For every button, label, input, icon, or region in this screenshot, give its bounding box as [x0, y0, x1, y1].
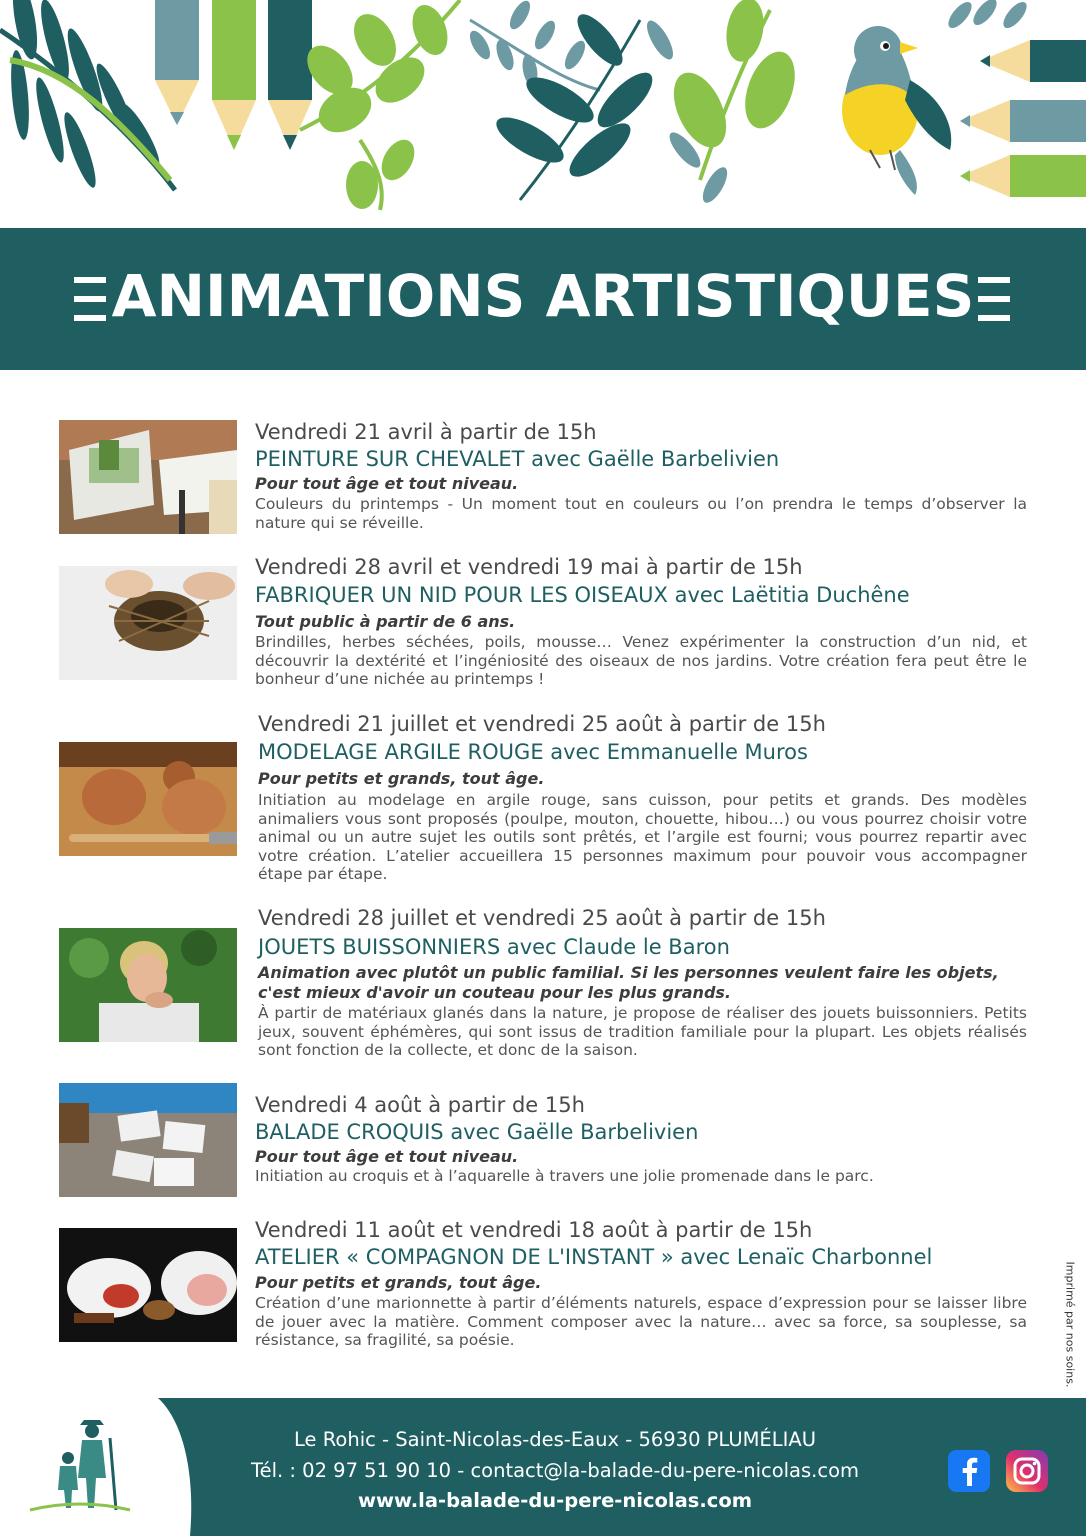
instagram-icon[interactable]	[1006, 1450, 1048, 1492]
event-date: Vendredi 11 août et vendredi 18 août à partir de 15h	[255, 1218, 813, 1242]
large-leaf-branch-icon	[490, 8, 660, 200]
event-audience: Pour petits et grands, tout âge.	[258, 769, 545, 788]
event-title: ATELIER « COMPAGNON DE L'INSTANT » avec Lenaïc Charbonnel	[255, 1245, 933, 1269]
small-leaf-branch-icon	[466, 0, 600, 90]
event-title: BALADE CROQUIS avec Gaëlle Barbelivien	[255, 1120, 699, 1144]
footer	[0, 1398, 1086, 1536]
event-date: Vendredi 4 août à partir de 15h	[255, 1093, 585, 1117]
footer-website[interactable]: www.la-balade-du-pere-nicolas.com	[357, 1489, 753, 1512]
event-title: PEINTURE SUR CHEVALET avec Gaëlle Barbelivien	[255, 447, 780, 471]
event-photo	[59, 1228, 237, 1342]
event-title: JOUETS BUISSONNIERS avec Claude le Baron	[258, 935, 730, 959]
event-description: Initiation au croquis et à l’aquarelle à travers une jolie promenade dans le parc.	[255, 1167, 874, 1185]
event-photo	[59, 566, 237, 680]
round-leaf-branch-icon	[298, 0, 460, 210]
event-photo	[59, 928, 237, 1042]
event-audience: Animation avec plutôt un public familial. Si les personnes veulent faire les objets, c'est mieux d'avoir un couteau pour les plus grands.	[258, 963, 999, 1002]
pencil-icon	[212, 0, 256, 150]
page-title: ANIMATIONS ARTISTIQUES	[111, 262, 975, 330]
footer-address: Le Rohic - Saint-Nicolas-des-Eaux - 56930 PLUMÉLIAU	[294, 1428, 816, 1451]
event-audience: Pour petits et grands, tout âge.	[255, 1273, 542, 1292]
pencil-icon	[980, 40, 1086, 82]
printed-note-text: Imprimé par nos soins.	[1063, 1261, 1077, 1388]
event-audience: Pour tout âge et tout niveau.	[255, 474, 519, 493]
pencil-icon	[155, 0, 199, 125]
header-illustration	[0, 0, 1086, 228]
event-audience: Tout public à partir de 6 ans.	[255, 612, 516, 631]
pencil-icon	[960, 100, 1086, 142]
event-date: Vendredi 21 juillet et vendredi 25 août à partir de 15h	[258, 712, 826, 736]
event-description: À partir de matériaux glanés dans la nature, je propose de réaliser des jouets buissonniers. Petits jeux, souvent éphémères, qui sont issus de tradition familiale pour la plupart. Les objets réalisés sont fonction de la collecte, et donc de la saison.	[258, 1004, 1027, 1060]
small-leaf-branch-icon	[944, 0, 1030, 32]
facebook-icon[interactable]	[948, 1450, 990, 1492]
leaf-cluster-icon	[642, 0, 804, 206]
bird-icon	[842, 26, 951, 195]
event-description: Initiation au modelage en argile rouge, sans cuisson, pour petits et grands. Des modèles animaliers vous sont proposés (poulpe, mouton, chouette, hibou…) ou vous pourrez choisir votre animal ou un autre sujet les outils sont prêtés, et l’argile est fourni; vous pourrez repartir avec votre création. L’atelier accueillera 15 personnes maximum pour pouvoir vous accompagner étape par étape.	[258, 791, 1027, 884]
pencil-icon	[960, 155, 1086, 197]
event-date: Vendredi 28 avril et vendredi 19 mai à partir de 15h	[255, 555, 803, 579]
event-date: Vendredi 28 juillet et vendredi 25 août à partir de 15h	[258, 906, 826, 930]
event-photo	[59, 420, 237, 534]
event-title: FABRIQUER UN NID POUR LES OISEAUX avec Laëtitia Duchêne	[255, 583, 910, 607]
event-photo	[59, 1083, 237, 1197]
title-decoration-right	[978, 277, 1010, 321]
event-photo	[59, 742, 237, 856]
event-description: Brindilles, herbes séchées, poils, mousse… Venez expérimenter la construction d’un nid, et découvrir la dextérité et l’ingéniosité des oiseaux de nos jardins. Votre création fera peut être le bonheur d’une nichée au printemps !	[255, 633, 1027, 689]
event-title: MODELAGE ARGILE ROUGE avec Emmanuelle Muros	[258, 740, 808, 764]
footer-contact[interactable]: Tél. : 02 97 51 90 10 - contact@la-balade-du-pere-nicolas.com	[250, 1459, 860, 1482]
event-date: Vendredi 21 avril à partir de 15h	[255, 420, 597, 444]
event-description: Création d’une marionnette à partir d’éléments naturels, espace d’expression pour se laisser libre de jouer avec la matière. Comment composer avec la nature… avec sa force, sa souplesse, sa résistance, sa fragilité, sa poésie.	[255, 1294, 1027, 1350]
event-description: Couleurs du printemps - Un moment tout en couleurs ou l’on prendra le temps d’observer la nature qui se réveille.	[255, 495, 1027, 532]
printed-note	[1050, 1256, 1086, 1396]
event-audience: Pour tout âge et tout niveau.	[255, 1147, 519, 1166]
